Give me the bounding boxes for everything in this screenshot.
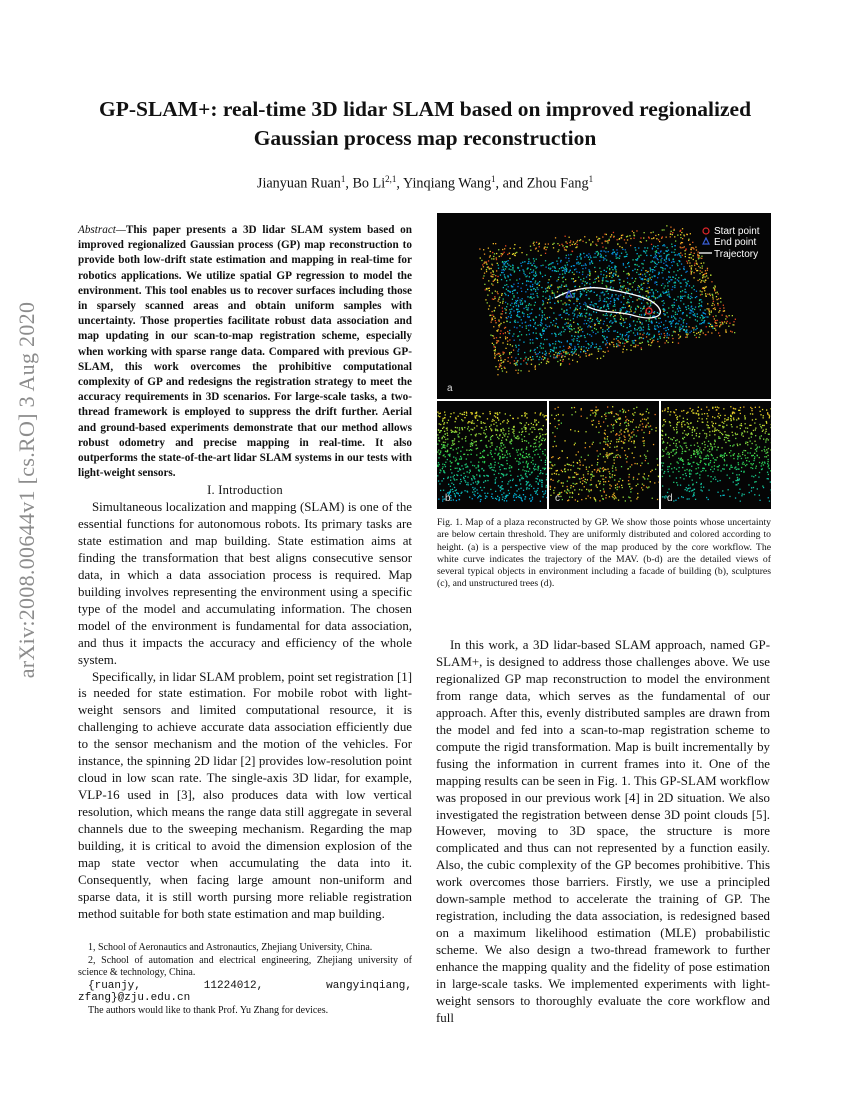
section-heading: I. Introduction bbox=[207, 483, 283, 497]
legend-end-icon bbox=[703, 238, 709, 244]
footnote-affiliation-2: 2, School of automation and electrical engineering, Zhejiang university of science & technology, China. bbox=[78, 954, 412, 979]
point-cloud-map bbox=[437, 213, 771, 399]
panel-label-c: c bbox=[555, 493, 560, 504]
footnotes bbox=[78, 942, 412, 1018]
right-column-body bbox=[436, 637, 770, 1027]
body-paragraph: Specifically, in lidar SLAM problem, point set registration [1] is needed for state estimation. For mobile robot with light-weight sensors and limited computational resource, it is challenging to achieve accurate data association efficiently due to the sensor mechanism and the motion of the vehicles. For instance, the spinning 2D lidar [2] provides low-resolution point cloud in low scan rate. The single-axis 3D lidar, for example, VLP-16 used in [3], also produces data with low vertical resolution, which means the range data still aggregate in several channels due to the sweeping mechanism. Regarding the map building, it is critical to avoid the dimension explosion of the map state vector when accumulating the data into it. Consequently, when facing large amount non-uniform and sparse data, it is still worth pursing more reliable registration method suitable for both state estimation and map building. bbox=[78, 669, 412, 921]
panel-label-d: d bbox=[667, 493, 673, 504]
title-line-2: Gaussian process map reconstruction bbox=[253, 126, 597, 150]
abstract bbox=[78, 223, 412, 481]
author-name: Yinqiang Wang bbox=[403, 175, 492, 192]
author-affil: 1 bbox=[588, 174, 594, 184]
author-name: Jianyuan Ruan bbox=[256, 175, 341, 192]
abstract-text: This paper presents a 3D lidar SLAM system based on improved regionalized Gaussian process (GP) map reconstruction to provide both low-drift state estimation and mapping in real-time for robotics applications. We utilize spatial GP regression to model the environment. This tool enables us to recover surfaces including those in sparsely scanned areas and obtain uniform samples with uncertainty. Those properties facilitate robust data association and map updating in our scan-to-map registration scheme, especially when working with sparse range data. Compared with previous GP-SLAM, this work overcomes the prohibitive computational complexity of GP and redesigns the registration strategy to meet the accuracy requirements in 3D scenarios. For large-scale tasks, a two-thread framework is employed to suppress the drift further. Aerial and ground-based experiments demonstrate that our method allows robust odometry and precise mapping in real-time. It also outperforms the state-of-the-art lidar SLAM systems in our tests with light-weight sensors. bbox=[78, 224, 412, 480]
title-line-1: GP-SLAM+: real-time 3D lidar SLAM based on improved regionalized bbox=[98, 97, 752, 121]
left-column-body bbox=[78, 499, 412, 923]
author-affil: 1 bbox=[340, 174, 346, 184]
legend-end-label: End point bbox=[714, 237, 757, 248]
figure-caption: Fig. 1. Map of a plaza reconstructed by GP. We show those points whose uncertainty are below certain threshold. They are uniformly distributed and colored according to height. (a) is a perspective view of the map produced by the core workflow. The white curve indicates the trajectory of the MAV. (b-d) are the detailed views of several typical objects in environment including a facade of building (b), sculptures (c), and unstructured trees (d). bbox=[437, 517, 771, 590]
legend-trajectory-label: Trajectory bbox=[714, 249, 759, 260]
building-facade-detail bbox=[437, 401, 547, 509]
figure-legend bbox=[699, 226, 760, 260]
figure-panel-a bbox=[437, 213, 771, 399]
figure-panel-c bbox=[549, 401, 659, 509]
author-list: Jianyuan Ruan$^1$, Bo Li$^{2,1}$, Yinqiang Wang$^1$, and Zhou Fang$^1$ bbox=[256, 174, 594, 192]
author-affil: 1 bbox=[491, 174, 496, 184]
legend-start-label: Start point bbox=[714, 226, 760, 237]
paper-title bbox=[60, 95, 790, 153]
figure-panel-d bbox=[661, 401, 771, 509]
author-name: Zhou Fang bbox=[526, 175, 589, 192]
body-paragraph: Simultaneous localization and mapping (SLAM) is one of the essential functions for autonomous robots. Its primary tasks are state estimation and map building. State estimation aims at finding the transformation that best aligns consecutive sensor data, in which a data association process is required. Map building involves representing the environment using a specific type of the model and accumulating information. The chosen model of the environment is fundamental for data association, and thus it impacts the accuracy and efficiency of the whole system. bbox=[78, 500, 412, 667]
sculptures-detail bbox=[549, 401, 659, 509]
arxiv-id: arXiv:2008.00644v1 [cs.RO] 3 Aug 2020 bbox=[14, 301, 39, 679]
footnote-affiliation-1: 1, School of Aeronautics and Astronautics, Zhejiang University, China. bbox=[88, 942, 373, 953]
panel-label-b: b bbox=[445, 493, 451, 504]
legend-start-icon bbox=[703, 228, 709, 234]
arxiv-stamp bbox=[2, 290, 52, 690]
abstract-label: Abstract— bbox=[78, 224, 126, 236]
author-affil: 2,1 bbox=[385, 174, 397, 184]
panel-label-a: a bbox=[447, 383, 453, 394]
footnote-thanks: The authors would like to thank Prof. Yu Zhang for devices. bbox=[88, 1004, 329, 1016]
author-name: Bo Li bbox=[352, 175, 386, 192]
figure-1 bbox=[437, 213, 771, 510]
body-paragraph: In this work, a 3D lidar-based SLAM approach, named GP-SLAM+, is designed to address those challenges above. We use regionalized GP map reconstruction to model the environment from range data, which serves as the fundamental of our approach. After this, evenly distributed samples are drawn from the model and fed into a scan-to-map registration scheme to compute the rigid transformation. Map is built incrementally by fusing the information in current frames into it. One of the mapping results can be seen in Fig. 1. This GP-SLAM workflow was proposed in our previous work [4] in 2D situation. We also investigated the registration between dense 3D point clouds [5]. However, moving to 3D space, the structure is more complicated and thus can not represented by a function easily. Also, the cubic complexity of the GP becomes prohibitive. This work overcomes those barriers. Firstly, we use a principled down-sample method to accelerate the training of GP. The registration, including the data association, is redesigned based on a maximum likelihood estimation (MLE) probabilistic scheme. We also design a two-thread framework to further enhance the mapping quality and the fidelity of pose estimation in large-scale tasks. We implemented experiments with light-weight sensors to thoroughly evaluate the core workflow and full bbox=[436, 638, 770, 1025]
footnote-emails: {ruanjy, 11224012, wangyinqiang, zfang}@zju.edu.cn bbox=[78, 979, 412, 1005]
trees-detail bbox=[661, 401, 771, 509]
trajectory-path bbox=[555, 288, 660, 318]
figure-panel-b bbox=[437, 401, 547, 509]
